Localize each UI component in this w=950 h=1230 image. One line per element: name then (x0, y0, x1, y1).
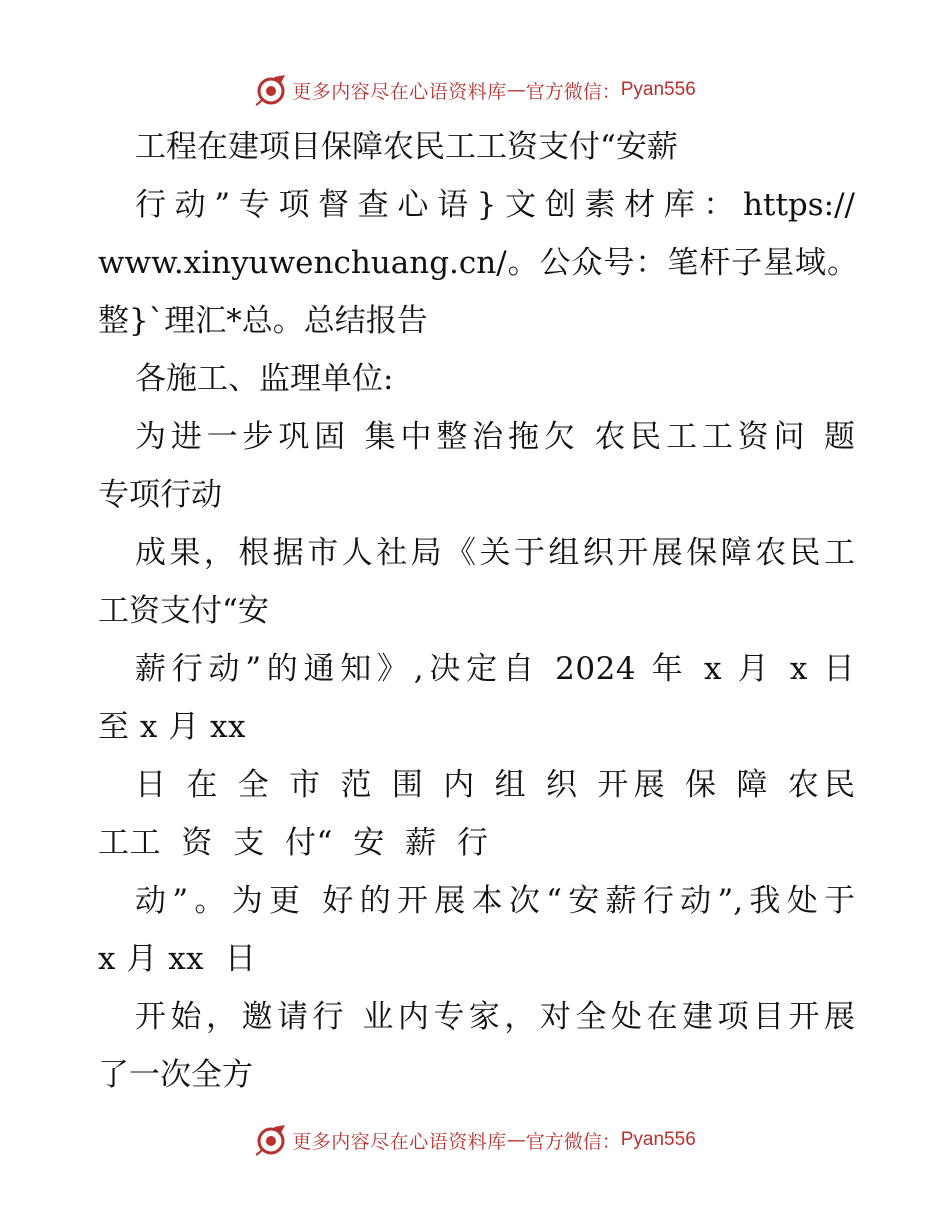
text-line-3: www.xinyuwenchuang.cn/。公众号：笔杆子星域。 (98, 245, 858, 281)
text-line-15: x 月 xx 日 (98, 941, 257, 977)
footer-dash: — (506, 1129, 526, 1151)
text-line-16: 开始，邀请行 业内专家，对全处在建项目开展 (135, 999, 855, 1035)
header-dash: — (506, 79, 526, 101)
footer-banner (0, 1120, 950, 1160)
footer-slogan: 更多内容尽在心语资料库 (292, 1130, 507, 1153)
text-line-14: 动”。为更 好的开展本次“安薪行动”,我处于 (135, 883, 855, 919)
header-slogan: 更多内容尽在心语资料库 (292, 80, 507, 103)
text-line-10: 薪行动”的通知》,决定自 2024 年 x 月 x 日 (135, 651, 855, 687)
text-line-17: 了一次全方 (98, 1057, 253, 1093)
text-line-11: 至 x 月 xx (98, 709, 247, 745)
header-official-label: 官方微信： (525, 80, 621, 103)
text-line-4: 整}`理汇*总。总结报告 (98, 303, 428, 339)
text-line-1: 工程在建项目保障农民工工资支付“安薪 (135, 129, 678, 165)
text-line-8: 成果，根据市人社局《关于组织开展保障农民工 (135, 535, 855, 571)
footer-wechat-id: Pyan556 (620, 1129, 696, 1150)
footer-official-label: 官方微信： (525, 1130, 621, 1153)
text-line-5: 各施工、监理单位: (135, 361, 394, 397)
text-line-9: 工资支付“安 (98, 593, 269, 629)
quill-circle-logo (254, 1123, 288, 1157)
header-wechat-id: Pyan556 (620, 79, 696, 100)
text-line-2: 行动”专项督查心语}文创素材库：https:// (135, 187, 855, 223)
text-line-13: 工工 资 支 付“ 安 薪 行 (98, 825, 489, 861)
text-line-6: 为进一步巩固 集中整治拖欠 农民工工资问 题 (135, 419, 855, 455)
text-line-12: 日 在 全 市 范 围 内 组 织 开展 保 障 农民 (135, 767, 855, 803)
text-line-7: 专项行动 (98, 477, 222, 513)
